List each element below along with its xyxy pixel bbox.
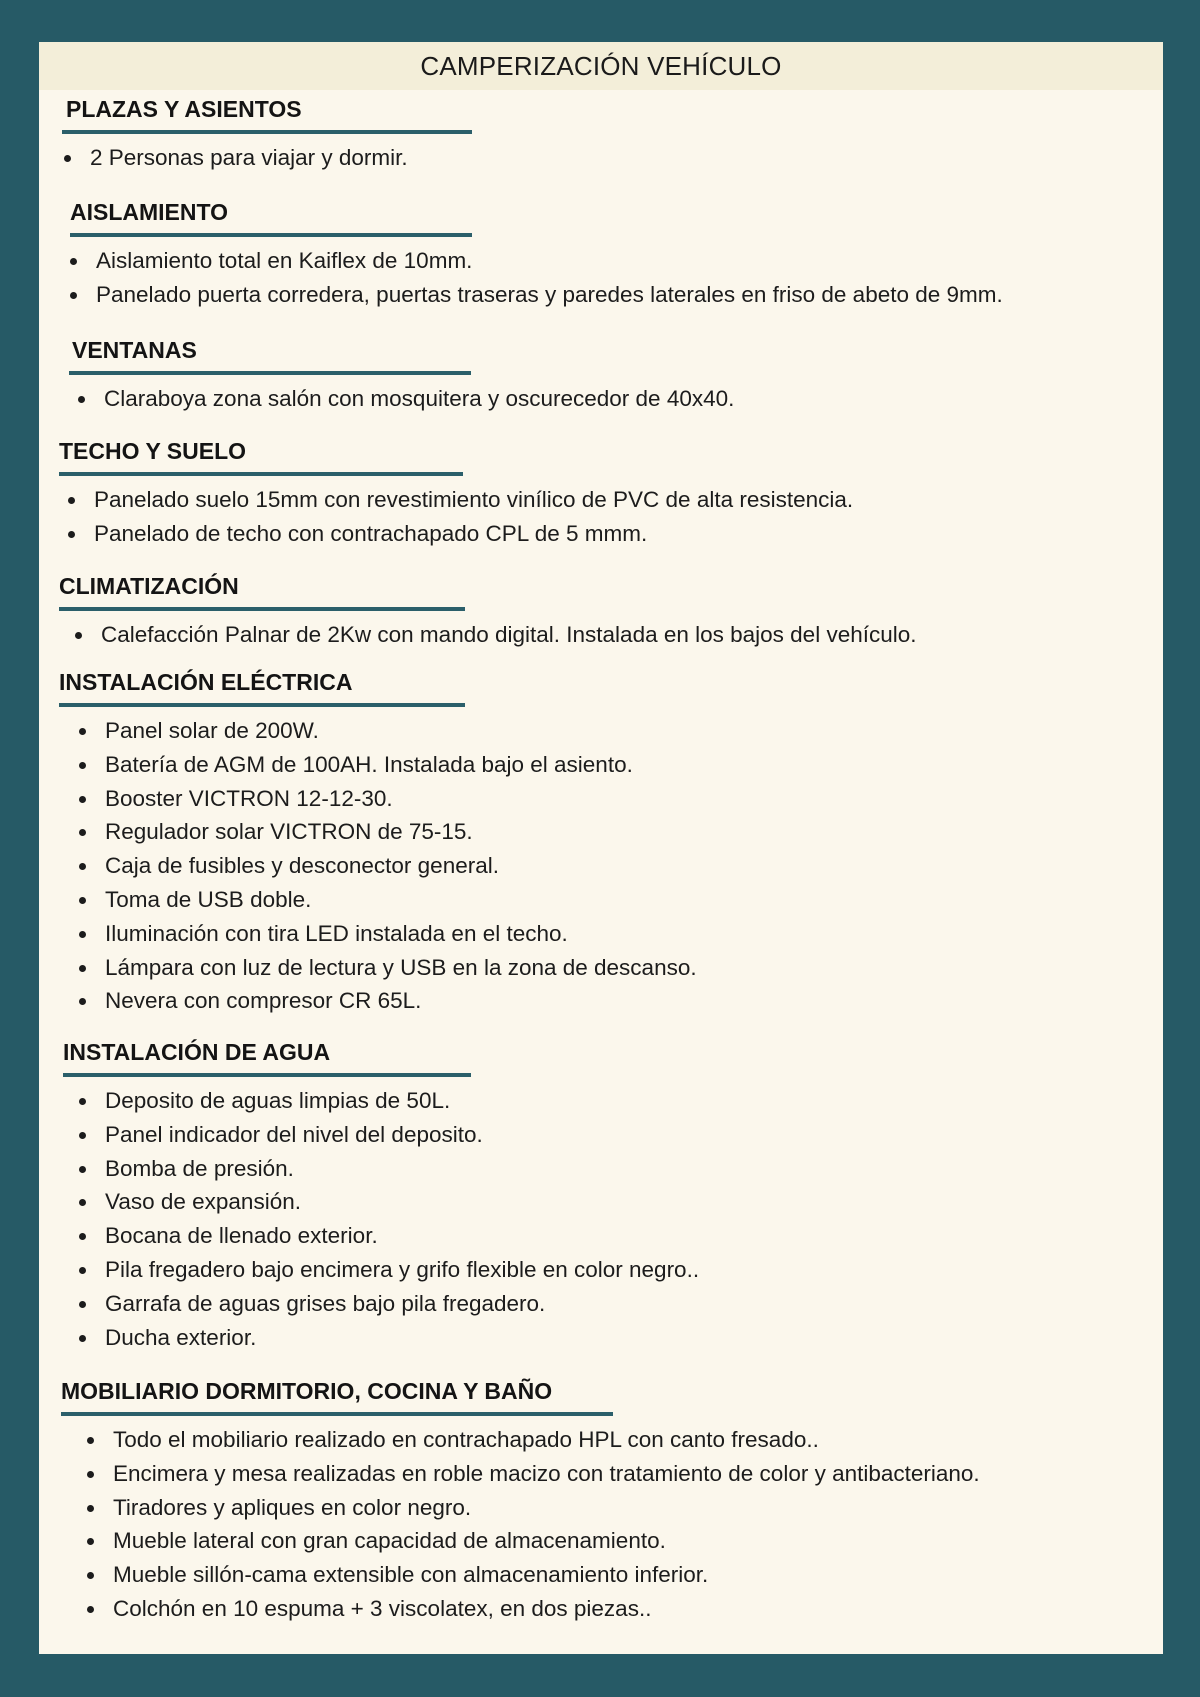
list-item: Panelado puerta corredera, puertas traseras y paredes laterales en friso de abeto de 9mm. bbox=[66, 278, 1003, 312]
list-item: Tiradores y apliques en color negro. bbox=[83, 1491, 980, 1525]
page-title: CAMPERIZACIÓN VEHÍCULO bbox=[39, 42, 1163, 90]
list-item: Colchón en 10 espuma + 3 viscolatex, en dos piezas.. bbox=[83, 1592, 980, 1626]
section-list bbox=[75, 1084, 699, 1354]
section-list bbox=[66, 244, 1003, 312]
section-rule bbox=[69, 371, 471, 375]
section-rule bbox=[63, 1073, 471, 1077]
section-heading: INSTALACIÓN ELÉCTRICA bbox=[59, 669, 353, 695]
section-heading: AISLAMIENTO bbox=[70, 199, 229, 225]
list-item: Toma de USB doble. bbox=[75, 883, 697, 917]
list-item: Todo el mobiliario realizado en contrachapado HPL con canto fresado.. bbox=[83, 1423, 980, 1457]
list-item: Booster VICTRON 12-12-30. bbox=[75, 782, 697, 816]
list-item: Panelado suelo 15mm con revestimiento vinílico de PVC de alta resistencia. bbox=[64, 483, 853, 517]
section-list bbox=[74, 382, 734, 416]
list-item: Mueble sillón-cama extensible con almacenamiento inferior. bbox=[83, 1558, 980, 1592]
spec-card bbox=[39, 42, 1163, 1654]
list-item: Batería de AGM de 100AH. Instalada bajo el asiento. bbox=[75, 748, 697, 782]
section-list bbox=[64, 483, 853, 551]
list-item: Pila fregadero bajo encimera y grifo flexible en color negro.. bbox=[75, 1253, 699, 1287]
list-item: Ducha exterior. bbox=[75, 1321, 699, 1355]
section-water bbox=[63, 1037, 699, 1354]
section-heading: CLIMATIZACIÓN bbox=[59, 573, 239, 599]
section-heading: VENTANAS bbox=[72, 337, 197, 363]
list-item: Calefacción Palnar de 2Kw con mando digital. Instalada en los bajos del vehículo. bbox=[71, 618, 917, 652]
section-heading: MOBILIARIO DORMITORIO, COCINA Y BAÑO bbox=[61, 1378, 553, 1404]
section-heading: PLAZAS Y ASIENTOS bbox=[66, 96, 302, 122]
list-item: 2 Personas para viajar y dormir. bbox=[60, 141, 472, 175]
list-item: Lámpara con luz de lectura y USB en la zona de descanso. bbox=[75, 951, 697, 985]
list-item: Panel indicador del nivel del deposito. bbox=[75, 1118, 699, 1152]
list-item: Encimera y mesa realizadas en roble macizo con tratamiento de color y antibacteriano. bbox=[83, 1457, 980, 1491]
section-windows bbox=[69, 335, 734, 416]
list-item: Nevera con compresor CR 65L. bbox=[75, 984, 697, 1018]
section-list bbox=[60, 141, 472, 175]
list-item: Bomba de presión. bbox=[75, 1152, 699, 1186]
list-item: Panelado de techo con contrachapado CPL de 5 mmm. bbox=[64, 517, 853, 551]
section-rule bbox=[59, 703, 465, 707]
list-item: Regulador solar VICTRON de 75-15. bbox=[75, 815, 697, 849]
section-insulation bbox=[70, 197, 1003, 312]
section-electrical bbox=[59, 667, 697, 1018]
section-list bbox=[83, 1423, 980, 1626]
list-item: Vaso de expansión. bbox=[75, 1185, 699, 1219]
section-heading: TECHO Y SUELO bbox=[59, 438, 247, 464]
list-item: Aislamiento total en Kaiflex de 10mm. bbox=[66, 244, 1003, 278]
list-item: Caja de fusibles y desconector general. bbox=[75, 849, 697, 883]
list-item: Deposito de aguas limpias de 50L. bbox=[75, 1084, 699, 1118]
section-rule bbox=[62, 130, 472, 134]
section-rule bbox=[70, 233, 472, 237]
section-furniture bbox=[61, 1376, 980, 1626]
section-list bbox=[71, 618, 917, 652]
list-item: Mueble lateral con gran capacidad de almacenamiento. bbox=[83, 1524, 980, 1558]
list-item: Iluminación con tira LED instalada en el techo. bbox=[75, 917, 697, 951]
section-rule bbox=[61, 1412, 613, 1416]
section-heading: INSTALACIÓN DE AGUA bbox=[63, 1039, 331, 1065]
section-rule bbox=[59, 472, 463, 476]
list-item: Claraboya zona salón con mosquitera y oscurecedor de 40x40. bbox=[74, 382, 734, 416]
list-item: Panel solar de 200W. bbox=[75, 714, 697, 748]
section-seats bbox=[62, 94, 472, 175]
section-rule bbox=[59, 607, 465, 611]
list-item: Bocana de llenado exterior. bbox=[75, 1219, 699, 1253]
section-climate bbox=[59, 571, 917, 652]
section-list bbox=[75, 714, 697, 1018]
list-item: Garrafa de aguas grises bajo pila fregadero. bbox=[75, 1287, 699, 1321]
section-roof-floor bbox=[59, 436, 853, 551]
